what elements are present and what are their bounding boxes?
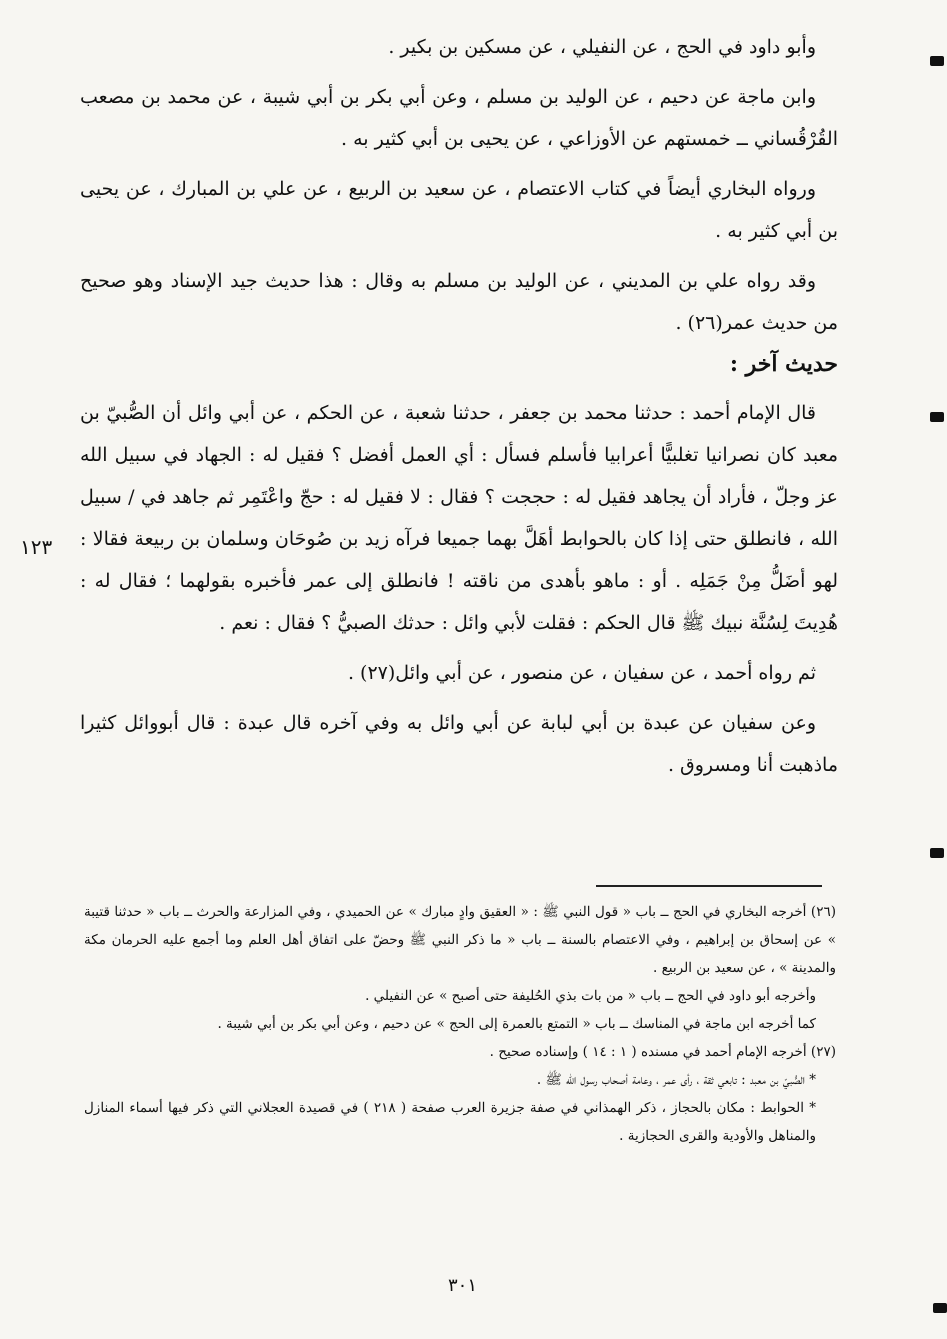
- paragraph-4: وقد رواه علي بن المديني ، عن الوليد بن مسلم به وقال : هذا حديث جيد الإسناد وهو صحيح من حديث عمر(٢٦) .: [80, 270, 838, 334]
- page-number: ٣٠١: [448, 1275, 478, 1296]
- footnote-note-hawabit: * الحوابط : مكان بالحجاز ، ذكر الهمذاني في صفة جزيرة العرب صفحة ( ٢١٨ ) في قصيدة العجلاني التي ذكر فيها أسماء المنازل والمناهل والأودية والقرى الحجازية .: [84, 1100, 816, 1144]
- paragraph-1: وأبو داود في الحج ، عن النفيلي ، عن مسكين بن بكير .: [388, 36, 816, 58]
- footnote-26: (٢٦) أخرجه البخاري في الحج ــ باب « قول النبي ﷺ : « العقيق وادٍ مبارك » عن الحميدي ، وفي المزارعة والحرث ــ باب « حدثنا قتيبة » عن إسحاق بن إبراهيم ، وفي الاعتصام بالسنة ــ باب « ما ذكر النبي ﷺ وحضّ على اتفاق أهل العلم وما أجمع عليه الحرمان مكة والمدينة » ، عن سعيد بن الربيع .: [84, 904, 836, 976]
- footnote-26-abu-dawud: وأخرجه أبو داود في الحج ــ باب « من بات بذي الحُليفة حتى أصبح » عن النفيلي .: [365, 988, 816, 1004]
- paragraph-6: ثم رواه أحمد ، عن سفيان ، عن منصور ، عن أبي وائل(٢٧) .: [347, 662, 816, 684]
- paragraph-2: وابن ماجة عن دحيم ، عن الوليد بن مسلم ، وعن أبي بكر بن أبي شيبة ، عن محمد بن مصعب القُرْقُساني ــ خمستهم عن الأوزاعي ، عن يحيى بن أبي كثير به .: [80, 86, 838, 150]
- paragraph-7: وعن سفيان عن عبدة بن أبي لبابة عن أبي وائل به وفي آخره قال عبدة : قال أبووائل كثيرا ماذهبت أنا ومسروق .: [80, 712, 838, 776]
- paragraph-5: قال الإمام أحمد : حدثنا محمد بن جعفر ، حدثنا شعبة ، عن الحكم ، عن أبي وائل أن الصُّبيّ بن معبد كان نصرانيا تغلبيًّا أعرابيا فأسلم فسأل : أي العمل أفضل ؟ فقيل له : الجهاد في سبيل الله عز وجلّ ، فأراد أن يجاهد فقيل له : حججت ؟ فقال : لا فقيل له : حجّ واعْتَمِر ثم جاهد في / سبيل الله ، فانطلق حتى إذا كان بالحوابط أهَلَّ بهما جميعا فرآه زيد بن صُوحَان وسلمان بن ربيعة فقالا : لهو أضَلُّ مِنْ جَمَلِه . أو : ماهو بأهدى من ناقته ! فانطلق إلى عمر فأخبره بقولهما ؛ فقال له : هُدِيتَ لِسُنَّة نبيك ﷺ قال الحكم : فقلت لأبي وائل : حدثك الصبيُّ ؟ فقال : نعم .: [80, 402, 838, 634]
- margin-page-number: ١٢٣: [20, 535, 53, 559]
- main-text: [80, 26, 838, 786]
- section-heading: حديث آخر :: [729, 351, 838, 377]
- footnote-26-ibn-majah: كما أخرجه ابن ماجة في المناسك ــ باب « التمتع بالعمرة إلى الحج » عن دحيم ، وعن أبي بكر بن أبي شيبة .: [217, 1016, 816, 1032]
- footnote-note-subayy: * الصُّبيّ بن معبد : تابعي ثقة ، رأى عمر ، وعامة أصحاب رسول الله ﷺ .: [536, 1072, 816, 1088]
- footnotes: [84, 898, 836, 1150]
- scan-mark-icon: [930, 848, 944, 858]
- paragraph-3: ورواه البخاري أيضاً في كتاب الاعتصام ، عن سعيد بن الربيع ، عن علي بن المبارك ، عن يحيى بن أبي كثير به .: [80, 178, 838, 242]
- footnote-divider: [596, 885, 822, 887]
- scan-mark-icon: [930, 412, 944, 422]
- scan-mark-icon: [930, 56, 944, 66]
- footnote-27: (٢٧) أخرجه الإمام أحمد في مسنده ( ١ : ١٤ ) وإسناده صحيح .: [489, 1044, 836, 1060]
- scan-mark-icon: [933, 1303, 947, 1313]
